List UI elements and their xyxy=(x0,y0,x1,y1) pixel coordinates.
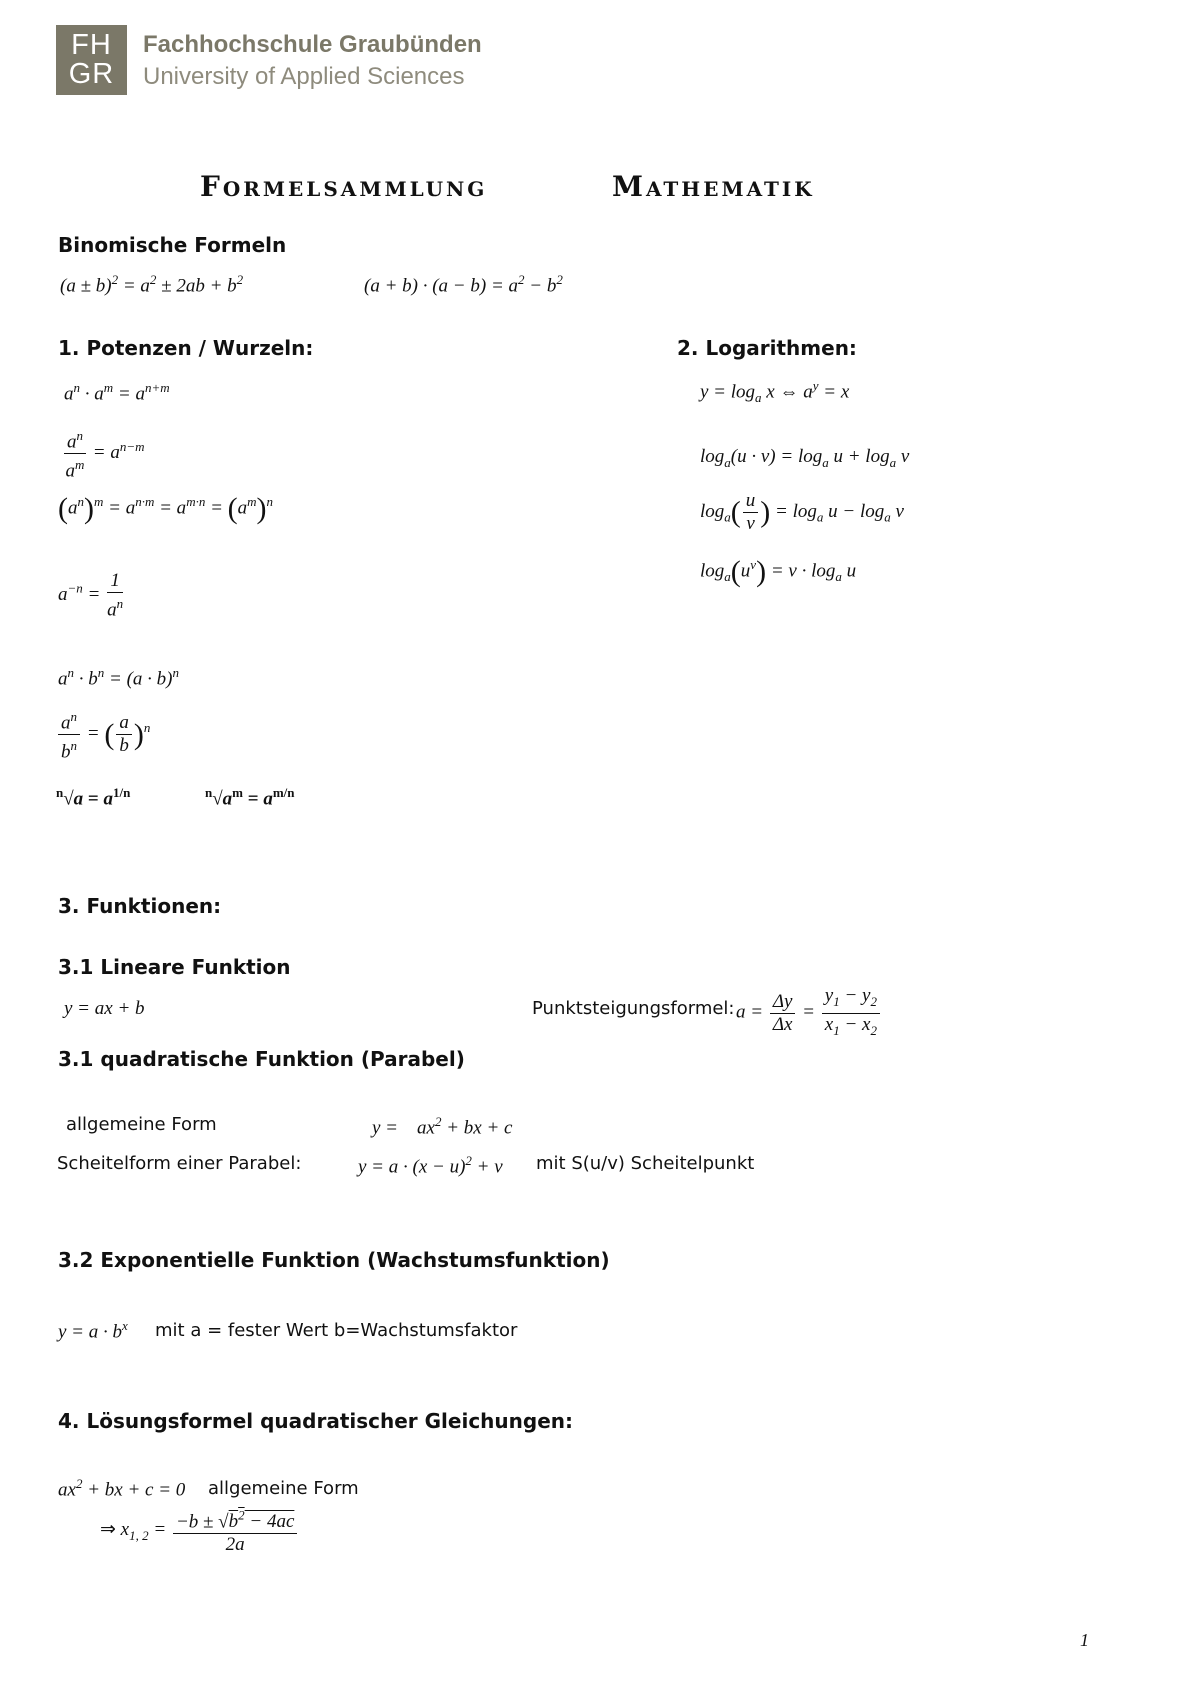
vertex-form-note: mit S(u/v) Scheitelpunkt xyxy=(536,1153,755,1174)
logo-text-gr: GR xyxy=(68,58,115,90)
power-rule-fraction: $\frac{a^n}{b^n}$ = ( $\frac{a}{b}$ )$^n$ xyxy=(56,706,150,764)
page-number: 1 xyxy=(1080,1630,1089,1650)
slope-formula-label: Punktsteigungsformel: xyxy=(532,998,735,1019)
quadratic-solution-formula: ⇒ $x_{1, 2}$ = $\frac{-b \pm √b^2 - 4ac}{2a}$ xyxy=(100,1505,299,1556)
logo-text-fh: FH xyxy=(71,29,112,61)
vertex-form-formula: $y = a \cdot (x - u)^2 + v$ xyxy=(358,1153,503,1178)
general-form-label: allgemeine Form xyxy=(66,1114,217,1135)
page-title-part2: Mathematik xyxy=(612,170,815,203)
page-title-part1: Formelsammlung xyxy=(200,170,488,203)
root-rule-2: $^n√a^m = a^{m/n}$ xyxy=(205,785,295,810)
vertex-form-label: Scheitelform einer Parabel: xyxy=(57,1153,302,1174)
root-rule-1: $^n√a = a^{1/n}$ xyxy=(56,785,131,810)
linear-function-heading: 3.1 Lineare Funktion xyxy=(58,955,291,979)
power-rule-product: $a^n \cdot a^m = a^{n+m}$ xyxy=(64,380,170,405)
quadratic-equation: $ax^2$ + bx + c = 0 xyxy=(58,1476,186,1501)
quadratic-equation-label: allgemeine Form xyxy=(208,1478,359,1499)
exponential-function-heading: 3.2 Exponentielle Funktion (Wachstumsfunktion) xyxy=(58,1248,610,1272)
quadratic-function-heading: 3.1 quadratische Funktion (Parabel) xyxy=(58,1047,465,1071)
log-rule-power: $\log_a(u^v) = v \cdot \log_a u$ xyxy=(700,555,857,588)
binomial-formula-2: $(a + b) \cdot (a - b) = a^2 - b^2$ xyxy=(364,272,563,297)
institution-name: Fachhochschule Graubünden xyxy=(143,31,482,58)
power-rule-negative: $a^{-n}$ = $\frac{1}{a^n}$ xyxy=(58,570,124,621)
general-form-formula: y = $ax^2$ + bx + c xyxy=(372,1114,513,1139)
log-definition: $y = \log_a x$ ⇔ $a^y = x$ xyxy=(700,378,850,406)
powers-heading: 1. Potenzen / Wurzeln: xyxy=(58,336,314,360)
power-rule-power: $(a^n)^m = a^{n\cdot m} = a^{m\cdot n} = (a^m)^n$ xyxy=(58,492,274,525)
linear-function-formula: y = ax + b xyxy=(64,998,145,1019)
power-rule-same-exponent: $a^n \cdot b^n = (a \cdot b)^n$ xyxy=(58,665,179,690)
logs-heading: 2. Logarithmen: xyxy=(677,336,857,360)
exponential-function-note: mit a = fester Wert b=Wachstumsfaktor xyxy=(155,1320,518,1341)
binomial-formula-1: $(a \pm b)^2 = a^2 \pm 2ab + b^2$ xyxy=(60,272,244,297)
power-rule-quotient: $\frac{a^n}{a^m}$ = $a^{n-m}$ xyxy=(62,425,145,483)
functions-heading: 3. Funktionen: xyxy=(58,894,222,918)
log-rule-product: $\log_a(u \cdot v) = \log_a u + \log_a v$ xyxy=(700,446,910,470)
institution-subtitle: University of Applied Sciences xyxy=(143,63,465,90)
slope-formula: a = $\frac{\Delta y}{\Delta x}$ = $\frac{y_1 - y_2}{x_1 - x_2}$ xyxy=(736,985,882,1042)
binomial-heading: Binomische Formeln xyxy=(58,233,287,257)
exponential-function-formula: $y = a \cdot b^x$ xyxy=(58,1318,128,1343)
fhgr-logo xyxy=(56,25,127,95)
log-rule-quotient: $\log_a$( $\frac{u}{v}$ ) = $\log_a u - \log_a v$ xyxy=(700,490,904,534)
quadratic-formula-heading: 4. Lösungsformel quadratischer Gleichungen: xyxy=(58,1409,573,1433)
